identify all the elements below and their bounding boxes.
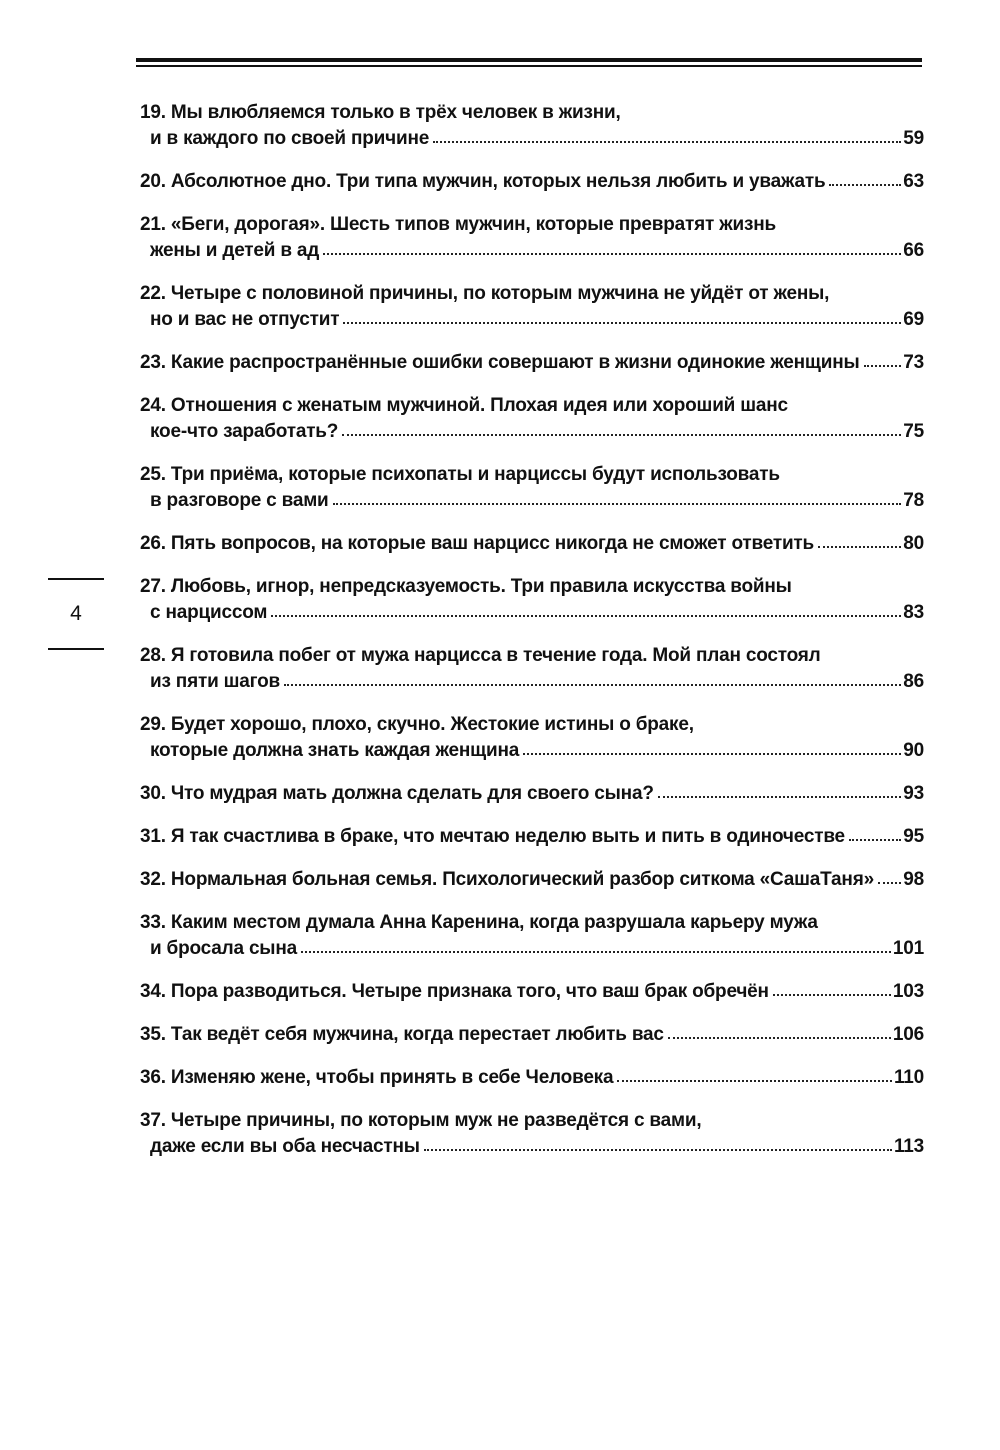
page-number-rule-bottom <box>48 648 104 650</box>
toc-entry <box>140 574 924 626</box>
toc-entry-page-number: 73 <box>903 352 924 373</box>
toc-entry-continuation-line <box>140 238 924 264</box>
toc-dot-leader <box>523 753 901 755</box>
toc-entry <box>140 462 924 514</box>
toc-entry <box>140 393 924 445</box>
toc-dot-leader <box>818 546 901 548</box>
toc-entry-page-number: 75 <box>903 421 924 442</box>
toc-entry <box>140 910 924 962</box>
toc-entry-title-line <box>140 281 924 307</box>
page-number: 4 <box>70 602 82 625</box>
toc-entry-text: 36. Изменяю жене, чтобы принять в себе Человека <box>140 1067 614 1088</box>
toc-entry-page-number: 103 <box>892 981 924 1002</box>
toc-dot-leader <box>301 951 891 953</box>
toc-entry-page-number: 93 <box>903 783 924 804</box>
toc-entry-text: 32. Нормальная больная семья. Психологический разбор ситкома «СашаТаня» <box>140 869 874 890</box>
toc-entry-page-number: 90 <box>903 740 924 761</box>
toc-entry-text: 33. Каким местом думала Анна Каренина, когда разрушала карьеру мужа <box>140 912 818 933</box>
toc-entry-text: даже если вы оба несчастны <box>150 1136 420 1157</box>
toc-entry-continuation-line <box>140 738 924 764</box>
toc-entry-text: 20. Абсолютное дно. Три типа мужчин, которых нельзя любить и уважать <box>140 171 826 192</box>
header-double-rule <box>136 58 922 67</box>
toc-dot-leader <box>323 253 901 255</box>
toc-entry <box>140 531 924 557</box>
toc-dot-leader <box>658 796 902 798</box>
page-number-rule-top <box>48 578 104 580</box>
toc-dot-leader <box>829 184 901 186</box>
toc-dot-leader <box>668 1037 891 1039</box>
toc-entry <box>140 824 924 850</box>
toc-entry-text: жены и детей в ад <box>150 240 320 261</box>
toc-entry <box>140 643 924 695</box>
toc-dot-leader <box>284 684 901 686</box>
toc-dot-leader <box>878 882 901 884</box>
toc-entry-page-number: 110 <box>893 1067 924 1088</box>
toc-entry-text: 25. Три приёма, которые психопаты и нарциссы будут использовать <box>140 464 780 485</box>
toc-entry-title-line <box>140 169 924 195</box>
toc-entry-text: в разговоре с вами <box>150 490 329 511</box>
toc-entry-page-number: 106 <box>892 1024 924 1045</box>
toc-entry-page-number: 95 <box>903 826 924 847</box>
toc-entry-page-number: 59 <box>903 128 924 149</box>
toc-entry <box>140 169 924 195</box>
toc-entry-title-line <box>140 393 924 419</box>
toc-entry-title-line <box>140 781 924 807</box>
toc-entry <box>140 1022 924 1048</box>
toc-entry <box>140 867 924 893</box>
toc-entry-text: и в каждого по своей причине <box>150 128 430 149</box>
toc-entry <box>140 350 924 376</box>
toc-entry-text: 24. Отношения с женатым мужчиной. Плохая идея или хороший шанс <box>140 395 788 416</box>
toc-entry-continuation-line <box>140 488 924 514</box>
toc-entry-page-number: 69 <box>903 309 924 330</box>
toc-entry <box>140 281 924 333</box>
toc-entry <box>140 1065 924 1091</box>
toc-entry-title-line <box>140 910 924 936</box>
toc-dot-leader <box>343 322 901 324</box>
toc-entry-text: 26. Пять вопросов, на которые ваш нарцисс никогда не сможет ответить <box>140 533 815 554</box>
page-number-block <box>48 578 104 650</box>
toc-entry <box>140 1108 924 1160</box>
toc-entry-text: но и вас не отпустит <box>150 309 340 330</box>
toc-entry-title-line <box>140 531 924 557</box>
toc-dot-leader <box>433 141 901 143</box>
toc-entry <box>140 979 924 1005</box>
toc-entry-text: 21. «Беги, дорогая». Шесть типов мужчин, которые превратят жизнь <box>140 214 776 235</box>
toc-entry-title-line <box>140 1065 924 1091</box>
table-of-contents <box>140 100 924 1177</box>
toc-dot-leader <box>271 615 901 617</box>
toc-entry-title-line <box>140 212 924 238</box>
toc-entry-continuation-line <box>140 1134 924 1160</box>
toc-entry-text: которые должна знать каждая женщина <box>150 740 520 761</box>
toc-entry-text: кое-что заработать? <box>150 421 339 442</box>
toc-entry-text: 23. Какие распространённые ошибки совершают в жизни одинокие женщины <box>140 352 860 373</box>
toc-entry <box>140 212 924 264</box>
toc-entry-text: 31. Я так счастлива в браке, что мечтаю неделю выть и пить в одиночестве <box>140 826 845 847</box>
toc-entry-title-line <box>140 462 924 488</box>
toc-entry-page-number: 83 <box>903 602 924 623</box>
toc-dot-leader <box>424 1149 892 1151</box>
toc-entry-text: 37. Четыре причины, по которым муж не разведётся с вами, <box>140 1110 702 1131</box>
toc-entry-text: с нарциссом <box>150 602 268 623</box>
toc-dot-leader <box>773 994 891 996</box>
toc-entry-page-number: 63 <box>903 171 924 192</box>
toc-entry-continuation-line <box>140 419 924 445</box>
header-rule-thin <box>136 65 922 67</box>
toc-entry-text: и бросала сына <box>150 938 297 959</box>
toc-entry-continuation-line <box>140 307 924 333</box>
toc-dot-leader <box>617 1080 892 1082</box>
toc-entry-text: 30. Что мудрая мать должна сделать для своего сына? <box>140 783 654 804</box>
toc-entry <box>140 781 924 807</box>
toc-entry-title-line <box>140 824 924 850</box>
toc-entry-title-line <box>140 867 924 893</box>
toc-entry-text: 27. Любовь, игнор, непредсказуемость. Три правила искусства войны <box>140 576 792 597</box>
toc-entry-text: 28. Я готовила побег от мужа нарцисса в течение года. Мой план состоял <box>140 645 821 666</box>
toc-entry-page-number: 98 <box>903 869 924 890</box>
header-rule-thick <box>136 58 922 62</box>
toc-entry-page-number: 80 <box>903 533 924 554</box>
toc-entry-title-line <box>140 574 924 600</box>
toc-entry-text: 29. Будет хорошо, плохо, скучно. Жестокие истины о браке, <box>140 714 694 735</box>
toc-entry-page-number: 86 <box>903 671 924 692</box>
toc-entry-continuation-line <box>140 936 924 962</box>
toc-entry-page-number: 101 <box>892 938 924 959</box>
toc-dot-leader <box>333 503 902 505</box>
toc-dot-leader <box>864 365 902 367</box>
toc-entry-text: из пяти шагов <box>150 671 280 692</box>
toc-entry <box>140 100 924 152</box>
toc-entry-page-number: 66 <box>903 240 924 261</box>
toc-entry-continuation-line <box>140 126 924 152</box>
toc-entry-page-number: 78 <box>903 490 924 511</box>
toc-entry-title-line <box>140 1108 924 1134</box>
toc-entry-title-line <box>140 979 924 1005</box>
toc-entry <box>140 712 924 764</box>
toc-entry-text: 22. Четыре с половиной причины, по которым мужчина не уйдёт от жены, <box>140 283 830 304</box>
toc-entry-title-line <box>140 643 924 669</box>
toc-entry-page-number: 113 <box>893 1136 924 1157</box>
toc-entry-title-line <box>140 100 924 126</box>
toc-entry-text: 34. Пора разводиться. Четыре признака того, что ваш брак обречён <box>140 981 769 1002</box>
toc-entry-title-line <box>140 350 924 376</box>
toc-entry-continuation-line <box>140 669 924 695</box>
toc-entry-text: 19. Мы влюбляемся только в трёх человек в жизни, <box>140 102 621 123</box>
toc-entry-title-line <box>140 1022 924 1048</box>
toc-dot-leader <box>849 839 901 841</box>
toc-dot-leader <box>342 434 901 436</box>
toc-entry-continuation-line <box>140 600 924 626</box>
toc-entry-text: 35. Так ведёт себя мужчина, когда перестает любить вас <box>140 1024 664 1045</box>
toc-entry-title-line <box>140 712 924 738</box>
